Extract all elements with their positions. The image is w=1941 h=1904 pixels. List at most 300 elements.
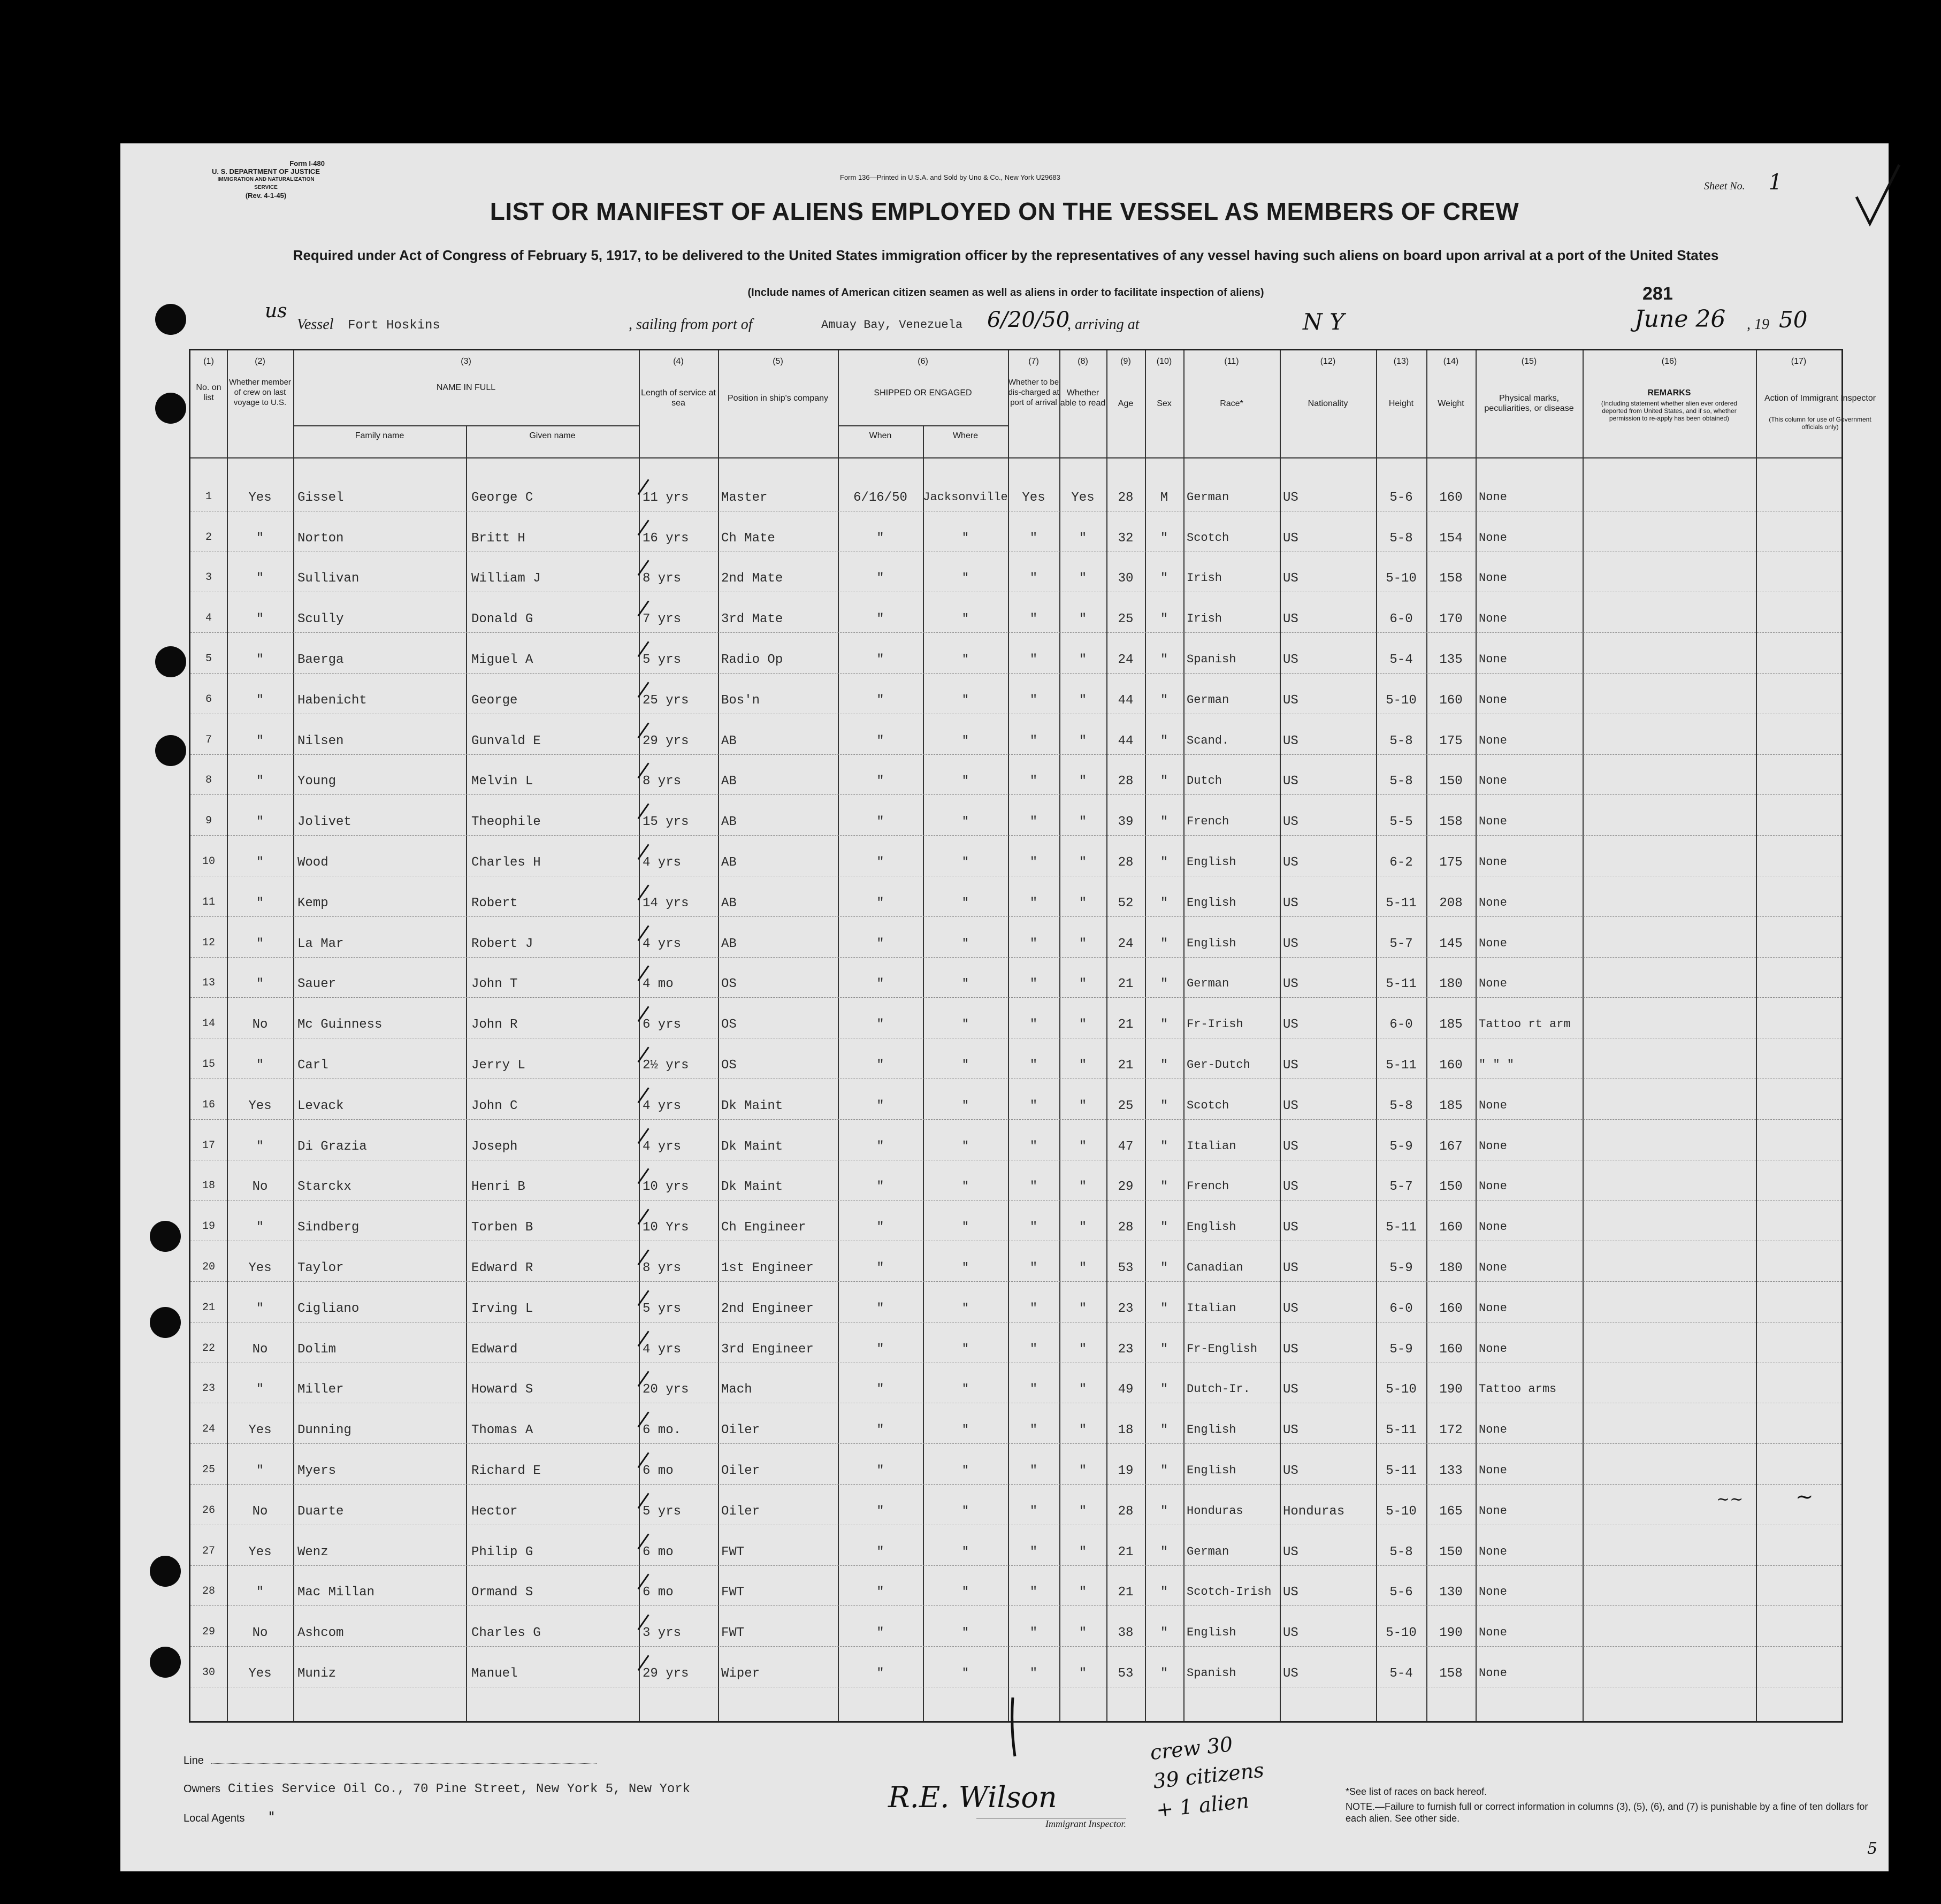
height-cell: 5-11 <box>1386 1220 1417 1235</box>
shipped-when-cell: " <box>876 612 884 627</box>
service-length-cell: 8 yrs <box>643 1261 682 1275</box>
able-to-read-cell: " <box>1079 855 1087 870</box>
physical-marks-cell: None <box>1479 1180 1507 1194</box>
shipped-where-cell: " <box>961 693 969 707</box>
position-cell: Dk Maint <box>721 1098 783 1113</box>
row-number-cell: 30 <box>202 1666 215 1679</box>
age-cell: 25 <box>1118 1098 1134 1113</box>
discharged-cell: " <box>1029 1382 1038 1397</box>
able-to-read-cell: " <box>1079 1342 1087 1357</box>
row-number-cell: 7 <box>205 733 212 746</box>
able-to-read-cell: " <box>1079 977 1087 992</box>
row-rule <box>190 673 1841 674</box>
sex-cell: " <box>1160 1098 1168 1113</box>
last-voyage-cell: " <box>256 693 264 708</box>
last-voyage-cell: " <box>256 571 264 586</box>
family-name-cell: Myers <box>297 1464 337 1478</box>
shipped-when-cell: " <box>876 1382 884 1397</box>
weight-cell: 130 <box>1439 1585 1463 1600</box>
service-length-cell: 5 yrs <box>643 653 682 667</box>
row-number-cell: 2 <box>205 531 212 544</box>
shipped-when-cell: " <box>876 1139 884 1154</box>
nationality-cell: US <box>1283 1139 1298 1154</box>
able-to-read-cell: " <box>1079 1544 1087 1559</box>
position-cell: Ch Engineer <box>721 1220 806 1235</box>
sailing-date: 6/20/50 <box>987 308 1070 332</box>
row-rule <box>190 1605 1841 1606</box>
shipped-when-cell: " <box>876 1464 884 1478</box>
row-rule <box>190 1646 1841 1647</box>
last-voyage-cell: " <box>256 936 264 951</box>
shipped-where-cell: " <box>961 1261 969 1274</box>
nationality-cell: US <box>1283 1585 1298 1600</box>
shipped-when-cell: " <box>876 936 884 951</box>
race-cell: Italian <box>1187 1301 1236 1315</box>
last-voyage-cell: " <box>256 1301 264 1316</box>
row-number-cell: 27 <box>202 1544 215 1557</box>
discharged-cell: " <box>1029 1220 1038 1235</box>
nationality-cell: US <box>1283 1058 1298 1073</box>
inspector-initials-mark: ~~ <box>1716 1490 1744 1509</box>
race-cell: Scand. <box>1187 733 1229 747</box>
sex-cell: " <box>1160 733 1168 748</box>
column-number: (5) <box>773 357 783 366</box>
race-cell: Spanish <box>1187 1666 1236 1680</box>
punch-hole <box>150 1221 181 1252</box>
physical-marks-cell: None <box>1479 936 1507 950</box>
shipped-when-cell: " <box>876 896 884 911</box>
last-voyage-cell: " <box>256 774 264 789</box>
header-name-in-full: NAME IN FULL <box>436 383 496 392</box>
race-cell: English <box>1187 1220 1236 1234</box>
physical-marks-cell: None <box>1479 774 1507 788</box>
race-cell: German <box>1187 490 1229 504</box>
header-no-on-list: No. on list <box>196 383 221 402</box>
shipped-where-cell: " <box>961 936 969 950</box>
discharged-cell: " <box>1029 855 1038 870</box>
race-cell: Fr-Irish <box>1187 1018 1243 1031</box>
age-cell: 21 <box>1118 1058 1134 1073</box>
height-cell: 5-8 <box>1389 1098 1413 1113</box>
age-cell: 28 <box>1118 855 1134 870</box>
age-cell: 18 <box>1118 1423 1134 1438</box>
sex-cell: " <box>1160 896 1168 911</box>
height-cell: 5-6 <box>1389 1585 1413 1600</box>
service-length-cell: 29 yrs <box>643 733 689 748</box>
position-cell: AB <box>721 936 737 951</box>
age-cell: 19 <box>1118 1464 1134 1478</box>
weight-cell: 170 <box>1439 612 1463 627</box>
nationality-cell: US <box>1283 531 1298 546</box>
header-divider <box>293 425 639 426</box>
age-cell: 28 <box>1118 774 1134 789</box>
row-number-cell: 26 <box>202 1504 215 1517</box>
given-name-cell: Irving L <box>471 1301 533 1316</box>
printer-line: Form 136—Printed in U.S.A. and Sold by Uno & Co., New York U29683 <box>840 173 1060 181</box>
nationality-cell: US <box>1283 490 1298 505</box>
given-name-cell: Joseph <box>471 1139 518 1154</box>
shipped-where-cell: " <box>961 1139 969 1153</box>
races-note: *See list of races on back hereof. <box>1346 1786 1487 1797</box>
discharged-cell: " <box>1029 733 1038 748</box>
last-voyage-cell: Yes <box>248 1261 272 1275</box>
age-cell: 30 <box>1118 571 1134 586</box>
form-id: Form I-480 <box>289 159 325 167</box>
nationality-cell: US <box>1283 855 1298 870</box>
row-number-cell: 17 <box>202 1139 215 1152</box>
height-cell: 5-8 <box>1389 531 1413 546</box>
nationality-cell: US <box>1283 977 1298 992</box>
physical-marks-cell: None <box>1479 1464 1507 1477</box>
weight-cell: 180 <box>1439 977 1463 992</box>
able-to-read-cell: " <box>1079 612 1087 627</box>
age-cell: 39 <box>1118 815 1134 830</box>
dept: U. S. DEPARTMENT OF JUSTICE <box>212 167 320 175</box>
nationality-cell: US <box>1283 1382 1298 1397</box>
weight-cell: 185 <box>1439 1018 1463 1033</box>
height-cell: 5-10 <box>1386 1382 1417 1397</box>
age-cell: 25 <box>1118 612 1134 627</box>
row-rule <box>190 835 1841 836</box>
column-number: (15) <box>1521 357 1537 366</box>
discharged-cell: " <box>1029 1504 1038 1519</box>
header-shipped: SHIPPED OR ENGAGED <box>874 388 972 397</box>
rev: (Rev. 4-1-45) <box>245 192 287 200</box>
column-number: (16) <box>1661 357 1677 366</box>
given-name-cell: Howard S <box>471 1382 533 1397</box>
sailing-port: Amuay Bay, Venezuela <box>821 318 963 332</box>
nationality-cell: US <box>1283 1464 1298 1478</box>
header-remarks-sub: (Including statement whether alien ever ordered deported from United States, and if so, whether permission to re-apply has been obtained) <box>1601 400 1738 422</box>
position-cell: Wiper <box>721 1666 760 1681</box>
crew-note-2: 39 citizens <box>1152 1758 1265 1793</box>
shipped-when-cell: " <box>876 1261 884 1275</box>
position-cell: 3rd Engineer <box>721 1342 814 1357</box>
nationality-cell: US <box>1283 815 1298 830</box>
weight-cell: 145 <box>1439 936 1463 951</box>
race-cell: Irish <box>1187 571 1222 585</box>
discharged-cell: " <box>1029 1464 1038 1478</box>
sex-cell: " <box>1160 977 1168 992</box>
shipped-when-cell: " <box>876 1544 884 1559</box>
given-name-cell: George C <box>471 490 533 505</box>
sheet-number-field <box>1704 170 1782 195</box>
sex-cell: " <box>1160 571 1168 586</box>
discharged-cell: " <box>1029 1261 1038 1275</box>
race-cell: Scotch-Irish <box>1187 1585 1272 1599</box>
row-rule <box>190 1565 1841 1566</box>
able-to-read-cell: " <box>1079 693 1087 708</box>
family-name-cell: Mc Guinness <box>297 1018 383 1033</box>
shipped-when-cell: " <box>876 855 884 870</box>
position-cell: AB <box>721 855 737 870</box>
age-cell: 44 <box>1118 733 1134 748</box>
age-cell: 23 <box>1118 1342 1134 1357</box>
able-to-read-cell: " <box>1079 1098 1087 1113</box>
column-divider <box>466 425 467 1721</box>
weight-cell: 160 <box>1439 1220 1463 1235</box>
height-cell: 5-11 <box>1386 977 1417 992</box>
height-cell: 5-9 <box>1389 1261 1413 1275</box>
row-rule <box>190 1484 1841 1485</box>
row-number-cell: 5 <box>205 653 212 665</box>
service-length-cell: 16 yrs <box>643 531 689 546</box>
service-length-cell: 6 mo. <box>643 1423 682 1438</box>
header-height: Height <box>1388 399 1414 408</box>
height-cell: 5-8 <box>1389 733 1413 748</box>
sex-cell: " <box>1160 815 1168 830</box>
weight-cell: 133 <box>1439 1464 1463 1478</box>
service-length-cell: 2½ yrs <box>643 1058 689 1073</box>
weight-cell: 167 <box>1439 1139 1463 1154</box>
family-name-cell: Sauer <box>297 977 337 992</box>
race-cell: German <box>1187 977 1229 991</box>
arrival-year: 50 <box>1779 307 1808 333</box>
age-cell: 28 <box>1118 490 1134 505</box>
sheet-label: Sheet No. <box>1704 180 1745 192</box>
discharged-cell: Yes <box>1022 490 1045 505</box>
position-cell: FWT <box>721 1626 745 1641</box>
age-cell: 24 <box>1118 653 1134 667</box>
height-cell: 5-10 <box>1386 1626 1417 1641</box>
shipped-where-cell: " <box>961 1058 969 1072</box>
sex-cell: " <box>1160 936 1168 951</box>
column-number: (8) <box>1078 357 1088 366</box>
physical-marks-cell: None <box>1479 490 1507 504</box>
physical-marks-cell: " " " <box>1479 1058 1515 1072</box>
row-rule <box>190 1119 1841 1120</box>
weight-cell: 175 <box>1439 733 1463 748</box>
family-name-cell: Starckx <box>297 1180 351 1195</box>
height-cell: 5-8 <box>1389 1544 1413 1559</box>
given-name-cell: Miguel A <box>471 653 533 667</box>
sex-cell: " <box>1160 1301 1168 1316</box>
row-number-cell: 4 <box>205 612 212 625</box>
row-rule <box>190 794 1841 795</box>
physical-marks-cell: None <box>1479 1585 1507 1599</box>
height-cell: 6-2 <box>1389 855 1413 870</box>
nationality-cell: US <box>1283 1220 1298 1235</box>
row-rule <box>190 754 1841 755</box>
physical-marks-cell: None <box>1479 1220 1507 1234</box>
height-cell: 5-10 <box>1386 1504 1417 1519</box>
header-family-name: Family name <box>355 431 404 440</box>
height-cell: 5-9 <box>1389 1342 1413 1357</box>
last-voyage-cell: Yes <box>248 490 272 505</box>
shipped-when-cell: " <box>876 1098 884 1113</box>
family-name-cell: Levack <box>297 1098 344 1113</box>
owners-label: Owners <box>184 1783 220 1795</box>
race-cell: Canadian <box>1187 1261 1243 1274</box>
header-action: Action of Immigrant Inspector <box>1764 394 1876 403</box>
given-name-cell: William J <box>471 571 541 586</box>
sex-cell: " <box>1160 1585 1168 1600</box>
crew-note-3: + 1 alien <box>1155 1788 1250 1822</box>
position-cell: Oiler <box>721 1504 760 1519</box>
able-to-read-cell: " <box>1079 896 1087 911</box>
nationality-cell: US <box>1283 612 1298 627</box>
last-voyage-cell: " <box>256 612 264 627</box>
sex-cell: " <box>1160 1139 1168 1154</box>
position-cell: 3rd Mate <box>721 612 783 627</box>
age-cell: 28 <box>1118 1504 1134 1519</box>
last-voyage-cell: Yes <box>248 1098 272 1113</box>
shipped-where-cell: " <box>961 1301 969 1315</box>
able-to-read-cell: " <box>1079 733 1087 748</box>
column-divider <box>293 350 294 1721</box>
header-when: When <box>869 431 892 440</box>
weight-cell: 185 <box>1439 1098 1463 1113</box>
last-voyage-cell: " <box>256 815 264 830</box>
position-cell: AB <box>721 774 737 789</box>
sex-cell: " <box>1160 653 1168 667</box>
column-number: (7) <box>1028 357 1039 366</box>
column-divider <box>1476 350 1477 1721</box>
column-divider <box>1280 350 1281 1721</box>
sex-cell: " <box>1160 1423 1168 1438</box>
column-number: (4) <box>673 357 684 366</box>
able-to-read-cell: " <box>1079 1139 1087 1154</box>
given-name-cell: Edward R <box>471 1261 533 1275</box>
given-name-cell: Gunvald E <box>471 733 541 748</box>
able-to-read-cell: " <box>1079 531 1087 546</box>
column-divider <box>1583 350 1584 1721</box>
age-cell: 53 <box>1118 1261 1134 1275</box>
shipped-where-cell: " <box>961 896 969 909</box>
row-number-cell: 18 <box>202 1180 215 1192</box>
row-number-cell: 11 <box>202 896 215 908</box>
discharged-cell: " <box>1029 1544 1038 1559</box>
form-id-block <box>207 159 325 200</box>
shipped-when-cell: " <box>876 1626 884 1641</box>
race-cell: Irish <box>1187 612 1222 626</box>
header-weight: Weight <box>1438 399 1464 408</box>
arriving-label: , arriving at <box>1067 316 1140 333</box>
crew-count-note <box>1149 1727 1268 1825</box>
height-cell: 5-11 <box>1386 1423 1417 1438</box>
able-to-read-cell: " <box>1079 1666 1087 1681</box>
family-name-cell: Gissel <box>297 490 344 505</box>
able-to-read-cell: " <box>1079 774 1087 789</box>
vessel-prefix: us <box>265 300 287 322</box>
column-number: (10) <box>1156 357 1172 366</box>
height-cell: 5-7 <box>1389 936 1413 951</box>
family-name-cell: Sindberg <box>297 1220 360 1235</box>
row-number-cell: 16 <box>202 1098 215 1111</box>
row-rule <box>190 1443 1841 1444</box>
able-to-read-cell: " <box>1079 1382 1087 1397</box>
able-to-read-cell: " <box>1079 1058 1087 1073</box>
shipped-where-cell: " <box>961 855 969 869</box>
service-length-cell: 20 yrs <box>643 1382 689 1397</box>
last-voyage-cell: " <box>256 896 264 911</box>
shipped-when-cell: " <box>876 653 884 667</box>
crew-table <box>189 349 1876 1723</box>
position-cell: OS <box>721 1018 737 1033</box>
discharged-cell: " <box>1029 1058 1038 1073</box>
shipped-when-cell: " <box>876 1666 884 1681</box>
able-to-read-cell: Yes <box>1071 490 1095 505</box>
family-name-cell: Scully <box>297 612 344 627</box>
nationality-cell: Honduras <box>1283 1504 1345 1519</box>
sex-cell: " <box>1160 1261 1168 1275</box>
header-where: Where <box>952 431 979 440</box>
last-voyage-cell: " <box>256 1382 264 1397</box>
discharged-cell: " <box>1029 1585 1038 1600</box>
action-scribble: ~ <box>1795 1485 1814 1509</box>
shipped-where-cell: " <box>961 815 969 829</box>
age-cell: 24 <box>1118 936 1134 951</box>
able-to-read-cell: " <box>1079 1423 1087 1438</box>
physical-marks-cell: None <box>1479 693 1507 707</box>
physical-marks-cell: None <box>1479 531 1507 545</box>
row-number-cell: 9 <box>205 815 212 828</box>
last-voyage-cell: No <box>252 1504 268 1519</box>
given-name-cell: Robert J <box>471 936 533 951</box>
sex-cell: " <box>1160 1464 1168 1478</box>
age-cell: 21 <box>1118 977 1134 992</box>
header-read: Whether able to read <box>1060 388 1106 408</box>
physical-marks-cell: None <box>1479 733 1507 747</box>
header-sex: Sex <box>1157 399 1172 408</box>
position-cell: 1st Engineer <box>721 1261 814 1275</box>
sex-cell: " <box>1160 693 1168 708</box>
punch-hole <box>150 1647 181 1678</box>
given-name-cell: Richard E <box>471 1464 541 1478</box>
agents-value: " <box>268 1809 275 1825</box>
family-name-cell: Norton <box>297 531 344 546</box>
able-to-read-cell: " <box>1079 1301 1087 1316</box>
arrival-date: June 26 <box>1634 305 1726 333</box>
nationality-cell: US <box>1283 1180 1298 1195</box>
race-cell: Scotch <box>1187 531 1229 545</box>
vessel-label: Vessel <box>297 316 334 333</box>
physical-marks-cell: None <box>1479 855 1507 869</box>
column-number: (9) <box>1120 357 1131 366</box>
service-length-cell: 8 yrs <box>643 571 682 586</box>
race-cell: German <box>1187 1544 1229 1558</box>
discharged-cell: " <box>1029 531 1038 546</box>
punch-hole <box>155 304 186 335</box>
row-number-cell: 28 <box>202 1585 215 1598</box>
able-to-read-cell: " <box>1079 1464 1087 1478</box>
height-cell: 5-10 <box>1386 571 1417 586</box>
shipped-when-cell: " <box>876 1220 884 1235</box>
column-number: (11) <box>1224 357 1239 366</box>
column-number: (1) <box>203 357 214 366</box>
vessel-line <box>265 300 1864 339</box>
sex-cell: " <box>1160 774 1168 789</box>
nationality-cell: US <box>1283 896 1298 911</box>
weight-cell: 175 <box>1439 855 1463 870</box>
row-number-cell: 6 <box>205 693 212 706</box>
age-cell: 28 <box>1118 1220 1134 1235</box>
height-cell: 6-0 <box>1389 612 1413 627</box>
row-number-cell: 23 <box>202 1382 215 1395</box>
family-name-cell: Mac Millan <box>297 1585 375 1600</box>
discharged-cell: " <box>1029 693 1038 708</box>
row-number-cell: 13 <box>202 977 215 990</box>
family-name-cell: Sullivan <box>297 571 360 586</box>
position-cell: FWT <box>721 1585 745 1600</box>
service-length-cell: 6 yrs <box>643 1018 682 1033</box>
height-cell: 5-5 <box>1389 815 1413 830</box>
last-voyage-cell: " <box>256 531 264 546</box>
nationality-cell: US <box>1283 1666 1298 1681</box>
race-cell: German <box>1187 693 1229 707</box>
position-cell: 2nd Engineer <box>721 1301 814 1316</box>
header-divider <box>190 457 1841 458</box>
